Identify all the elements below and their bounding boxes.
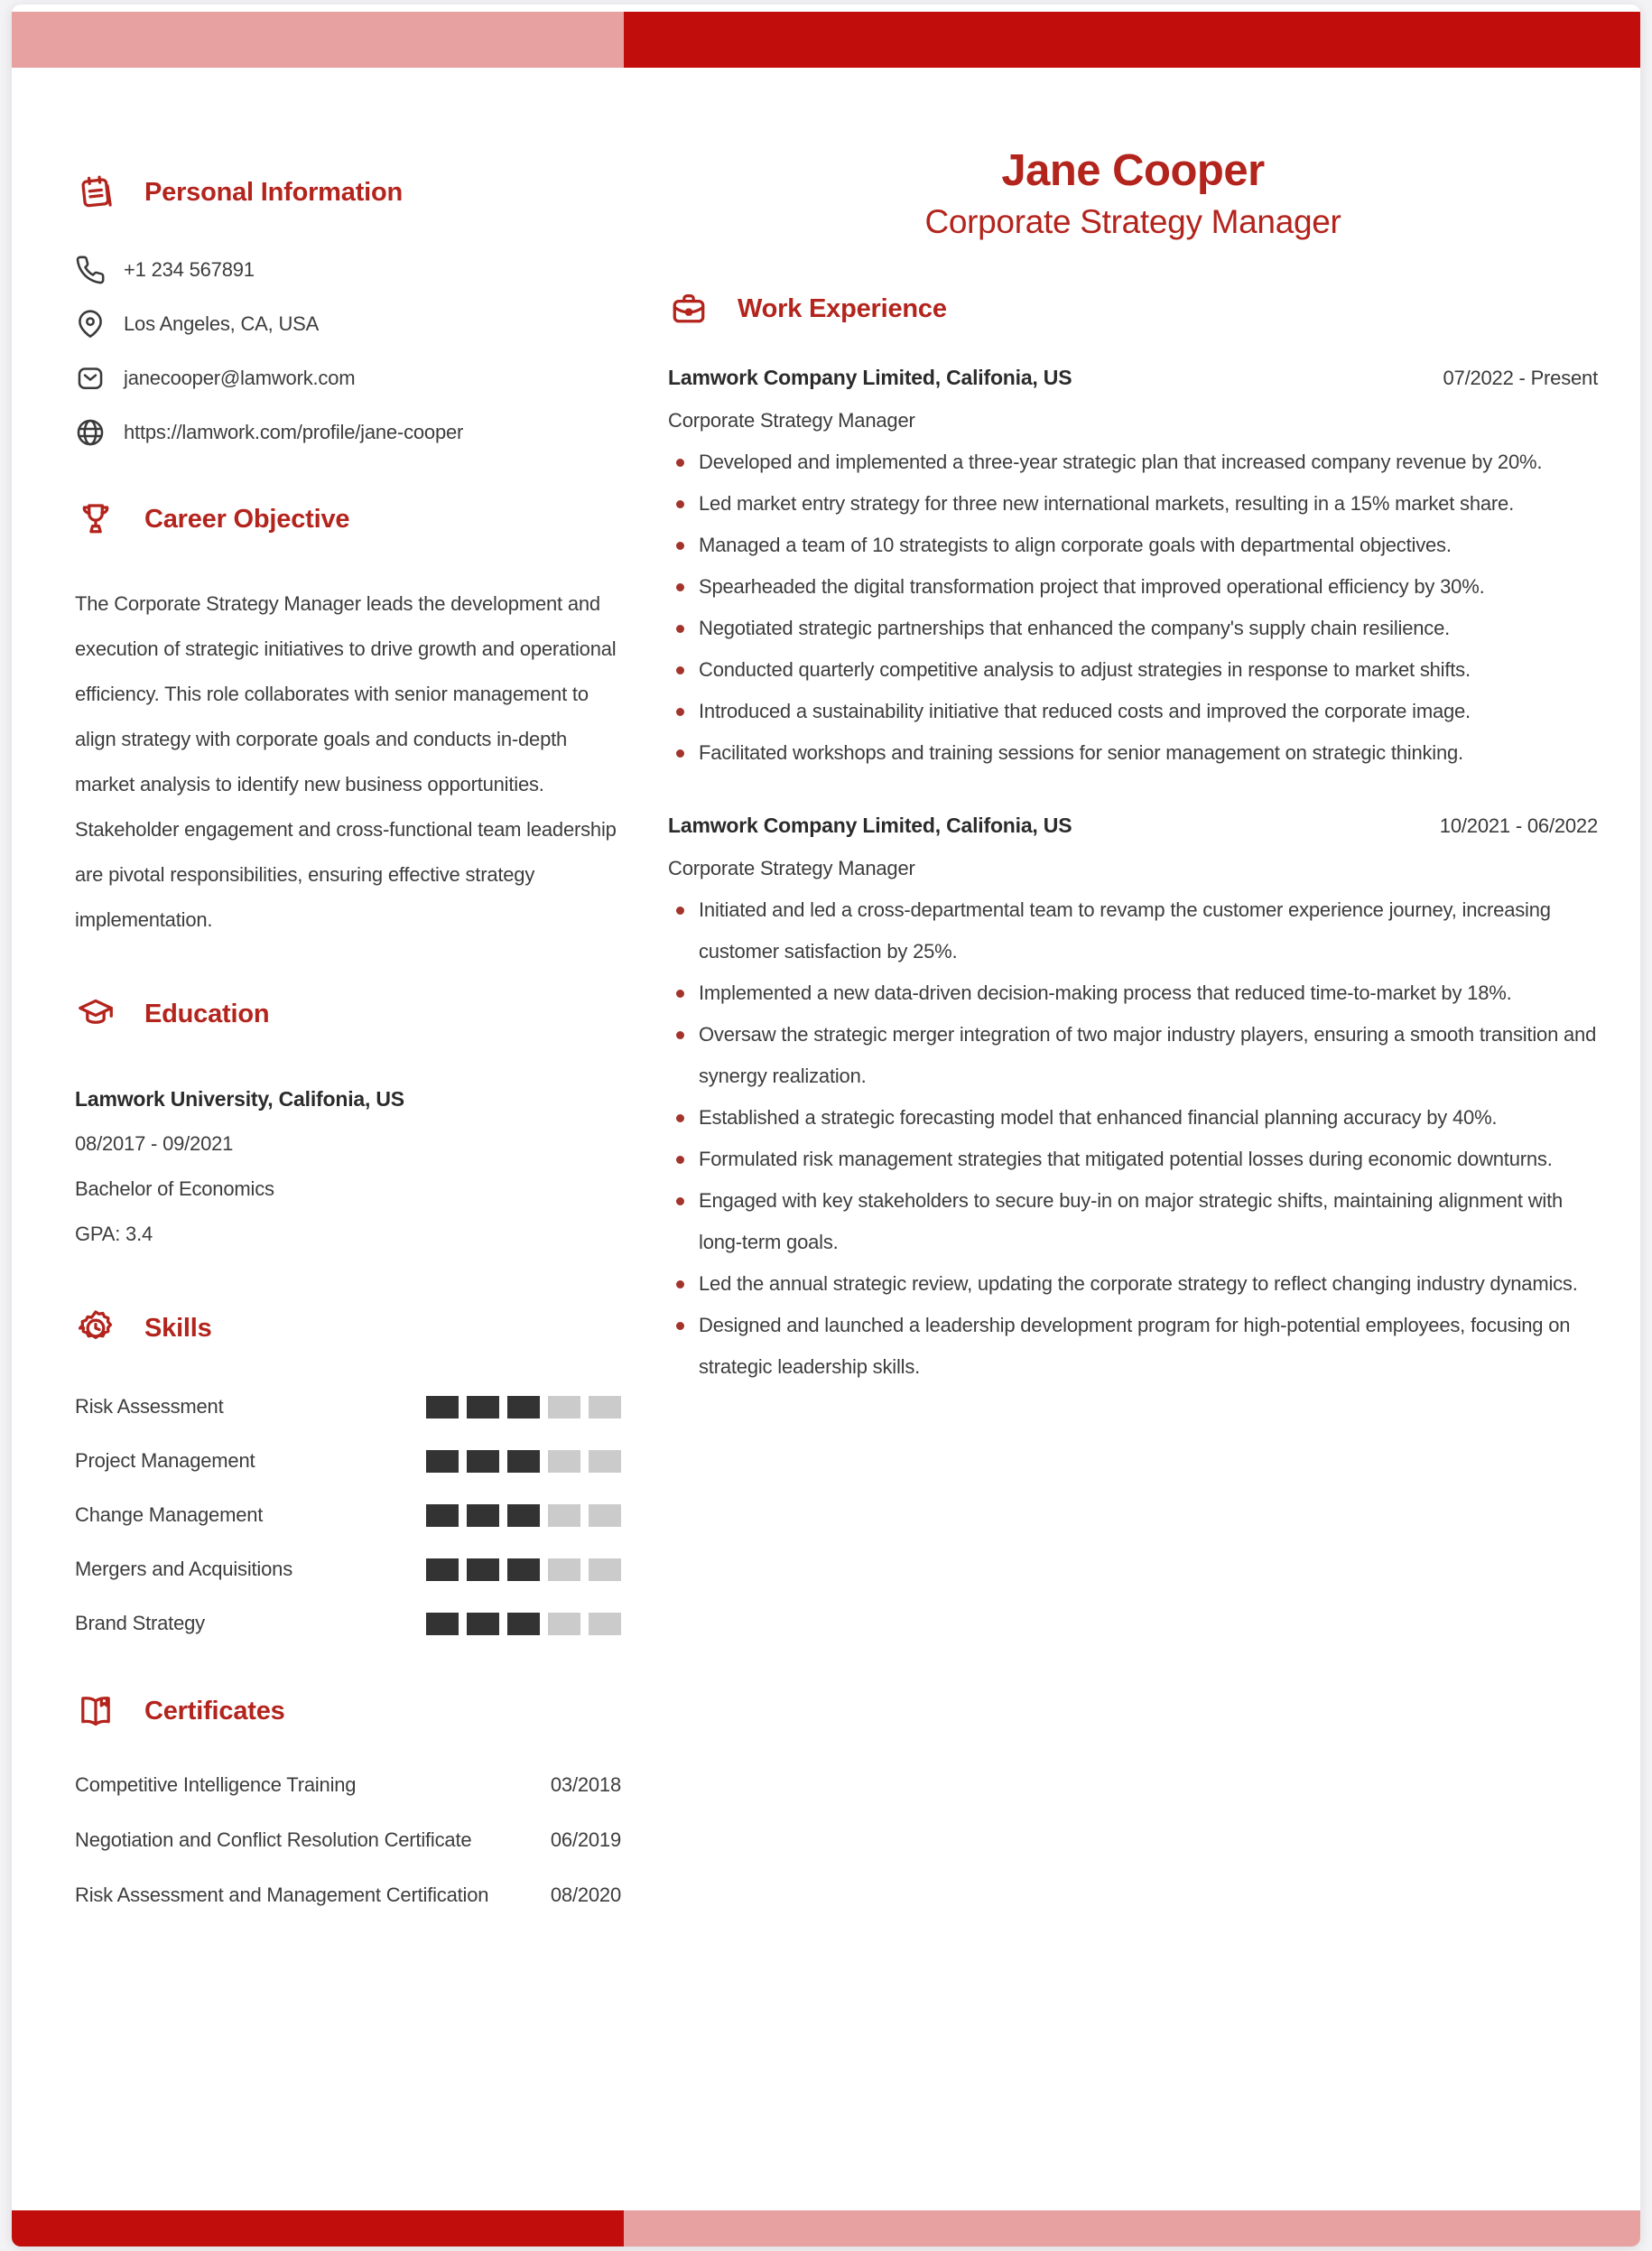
skill-name: Brand Strategy [75, 1612, 205, 1634]
job-bullet: Initiated and led a cross-departmental team to revamp the customer experience journey, increasing customer satisfaction by 25%. [668, 889, 1598, 972]
globe-icon [75, 417, 106, 448]
skill-level-square [467, 1396, 499, 1419]
graduation-cap-icon [75, 993, 116, 1035]
skill-level-square [548, 1613, 580, 1635]
job-dates: 10/2021 - 06/2022 [1439, 814, 1598, 837]
skill-level-indicator [426, 1450, 621, 1473]
job-dates: 07/2022 - Present [1443, 367, 1598, 389]
skill-level-square [548, 1450, 580, 1473]
notepad-icon [75, 172, 116, 213]
contact-phone-row [75, 255, 621, 285]
job-bullet: Managed a team of 10 strategists to align corporate goals with departmental objectives. [668, 525, 1598, 566]
bottom-bar-red-segment [12, 2210, 624, 2246]
section-title: Certificates [144, 1696, 285, 1725]
top-accent-bar [12, 12, 1640, 68]
job-header [668, 814, 1598, 838]
skill-level-square [548, 1396, 580, 1419]
job-bullet: Facilitated workshops and training sessions for senior management on strategic thinking. [668, 732, 1598, 774]
skill-name: Change Management [75, 1503, 264, 1526]
job-role: Corporate Strategy Manager [668, 857, 915, 879]
person-job-title: Corporate Strategy Manager [924, 203, 1341, 240]
job-bullet: Led the annual strategic review, updating the corporate strategy to reflect changing industry dynamics. [668, 1263, 1598, 1305]
open-book-icon [75, 1690, 116, 1732]
main-column [668, 68, 1598, 1939]
job-header [668, 366, 1598, 390]
skill-row [75, 1391, 621, 1423]
job-bullet: Conducted quarterly competitive analysis to adjust strategies in response to market shifts. [668, 649, 1598, 691]
career-objective-text: The Corporate Strategy Manager leads the development and execution of strategic initiatives to drive growth and operational efficiency. This role collaborates with senior management to align strategy with corporate goals and conducts in-depth market analysis to identify new business opportunities. Stakeholder engagement and cross-functional team leadership are pivotal responsibilities, ensuring effective strategy implementation. [75, 592, 617, 931]
bottom-accent-bar [12, 2210, 1640, 2246]
job-bullet-list [668, 442, 1598, 774]
job-bullet: Oversaw the strategic merger integration of two major industry players, ensuring a smooth transition and synergy realization. [668, 1014, 1598, 1097]
contact-website-row [75, 417, 621, 448]
education-degree: Bachelor of Economics [75, 1177, 274, 1200]
section-heading-career-objective [75, 498, 621, 540]
skill-name: Project Management [75, 1449, 255, 1472]
section-heading-education [75, 993, 621, 1035]
job-bullet: Established a strategic forecasting model that enhanced financial planning accuracy by 40%. [668, 1097, 1598, 1139]
job-bullet: Developed and implemented a three-year strategic plan that increased company revenue by 20%. [668, 442, 1598, 483]
job-entry [668, 366, 1598, 774]
education-school: Lamwork University, Califonia, US [75, 1087, 404, 1111]
contact-phone-text: +1 234 567891 [124, 258, 255, 281]
job-entry [668, 814, 1598, 1388]
section-title: Work Experience [738, 293, 947, 323]
job-bullet: Introduced a sustainability initiative that reduced costs and improved the corporate image. [668, 691, 1598, 732]
skill-level-square [507, 1396, 540, 1419]
skill-level-square [589, 1396, 621, 1419]
certificate-date: 06/2019 [550, 1828, 621, 1851]
skill-level-square [589, 1613, 621, 1635]
education-gpa: GPA: 3.4 [75, 1223, 153, 1245]
sidebar-column [75, 68, 621, 1939]
job-company: Lamwork Company Limited, Califonia, US [668, 366, 1072, 389]
skill-level-square [467, 1504, 499, 1527]
job-bullet: Led market entry strategy for three new international markets, resulting in a 15% market share. [668, 483, 1598, 525]
contact-location-text: Los Angeles, CA, USA [124, 312, 320, 335]
certificate-date: 03/2018 [550, 1773, 621, 1796]
trophy-icon [75, 498, 116, 540]
skill-row [75, 1553, 621, 1586]
skill-row [75, 1499, 621, 1531]
contact-email-row [75, 363, 621, 394]
job-bullet: Engaged with key stakeholders to secure buy-in on major strategic shifts, maintaining alignment with long-term goals. [668, 1180, 1598, 1263]
skill-level-square [589, 1504, 621, 1527]
badge-clock-icon [75, 1307, 116, 1349]
top-bar-pink-segment [12, 12, 624, 68]
skill-level-square [426, 1396, 459, 1419]
skill-level-square [426, 1558, 459, 1581]
contact-location-row [75, 309, 621, 340]
job-bullet: Spearheaded the digital transformation project that improved operational efficiency by 30%. [668, 566, 1598, 608]
section-heading-work-experience [668, 288, 1598, 330]
skill-row [75, 1445, 621, 1477]
job-bullet: Formulated risk management strategies that mitigated potential losses during economic downturns. [668, 1139, 1598, 1180]
skill-name: Mergers and Acquisitions [75, 1558, 292, 1580]
job-bullet: Negotiated strategic partnerships that enhanced the company's supply chain resilience. [668, 608, 1598, 649]
skill-level-square [507, 1613, 540, 1635]
certificate-name: Negotiation and Conflict Resolution Certificate [75, 1828, 472, 1851]
skill-level-square [426, 1613, 459, 1635]
job-bullet: Implemented a new data-driven decision-making process that reduced time-to-market by 18%. [668, 972, 1598, 1014]
certificate-row [75, 1828, 621, 1852]
location-icon [75, 309, 106, 340]
section-title: Skills [144, 1313, 212, 1343]
contact-email-text: janecooper@lamwork.com [124, 367, 356, 389]
skill-level-square [467, 1450, 499, 1473]
job-company: Lamwork Company Limited, Califonia, US [668, 814, 1072, 837]
email-icon [75, 363, 106, 394]
skill-level-square [548, 1558, 580, 1581]
skill-level-square [589, 1558, 621, 1581]
skill-level-indicator [426, 1504, 621, 1527]
section-title: Personal Information [144, 177, 404, 207]
skill-level-square [467, 1558, 499, 1581]
resume-content [12, 68, 1640, 2065]
skill-level-indicator [426, 1396, 621, 1419]
bottom-bar-pink-segment [624, 2210, 1640, 2246]
briefcase-icon [668, 288, 710, 330]
certificate-row [75, 1773, 621, 1797]
education-dates: 08/2017 - 09/2021 [75, 1132, 234, 1155]
section-title: Education [144, 999, 270, 1028]
job-role: Corporate Strategy Manager [668, 409, 915, 432]
person-name: Jane Cooper [1001, 146, 1265, 195]
contact-website-text: https://lamwork.com/profile/jane-cooper [124, 421, 464, 443]
job-bullet-list [668, 889, 1598, 1388]
top-bar-red-segment [624, 12, 1640, 68]
phone-icon [75, 255, 106, 285]
skill-level-square [507, 1450, 540, 1473]
skill-level-square [507, 1504, 540, 1527]
resume-page [12, 5, 1640, 2246]
skill-level-square [548, 1504, 580, 1527]
skill-name: Risk Assessment [75, 1395, 224, 1418]
skill-row [75, 1607, 621, 1640]
skill-level-square [426, 1450, 459, 1473]
certificate-date: 08/2020 [550, 1884, 621, 1906]
certificate-name: Risk Assessment and Management Certification [75, 1884, 489, 1906]
skill-level-square [426, 1504, 459, 1527]
skill-level-square [467, 1613, 499, 1635]
section-heading-personal-information [75, 172, 621, 213]
certificate-name: Competitive Intelligence Training [75, 1773, 357, 1796]
skill-level-square [507, 1558, 540, 1581]
certificate-row [75, 1884, 621, 1907]
section-heading-skills [75, 1307, 621, 1349]
job-bullet: Designed and launched a leadership development program for high-potential employees, focusing on strategic leadership skills. [668, 1305, 1598, 1388]
skill-level-square [589, 1450, 621, 1473]
section-heading-certificates [75, 1690, 621, 1732]
skill-level-indicator [426, 1558, 621, 1581]
section-title: Career Objective [144, 504, 350, 534]
skill-level-indicator [426, 1613, 621, 1635]
